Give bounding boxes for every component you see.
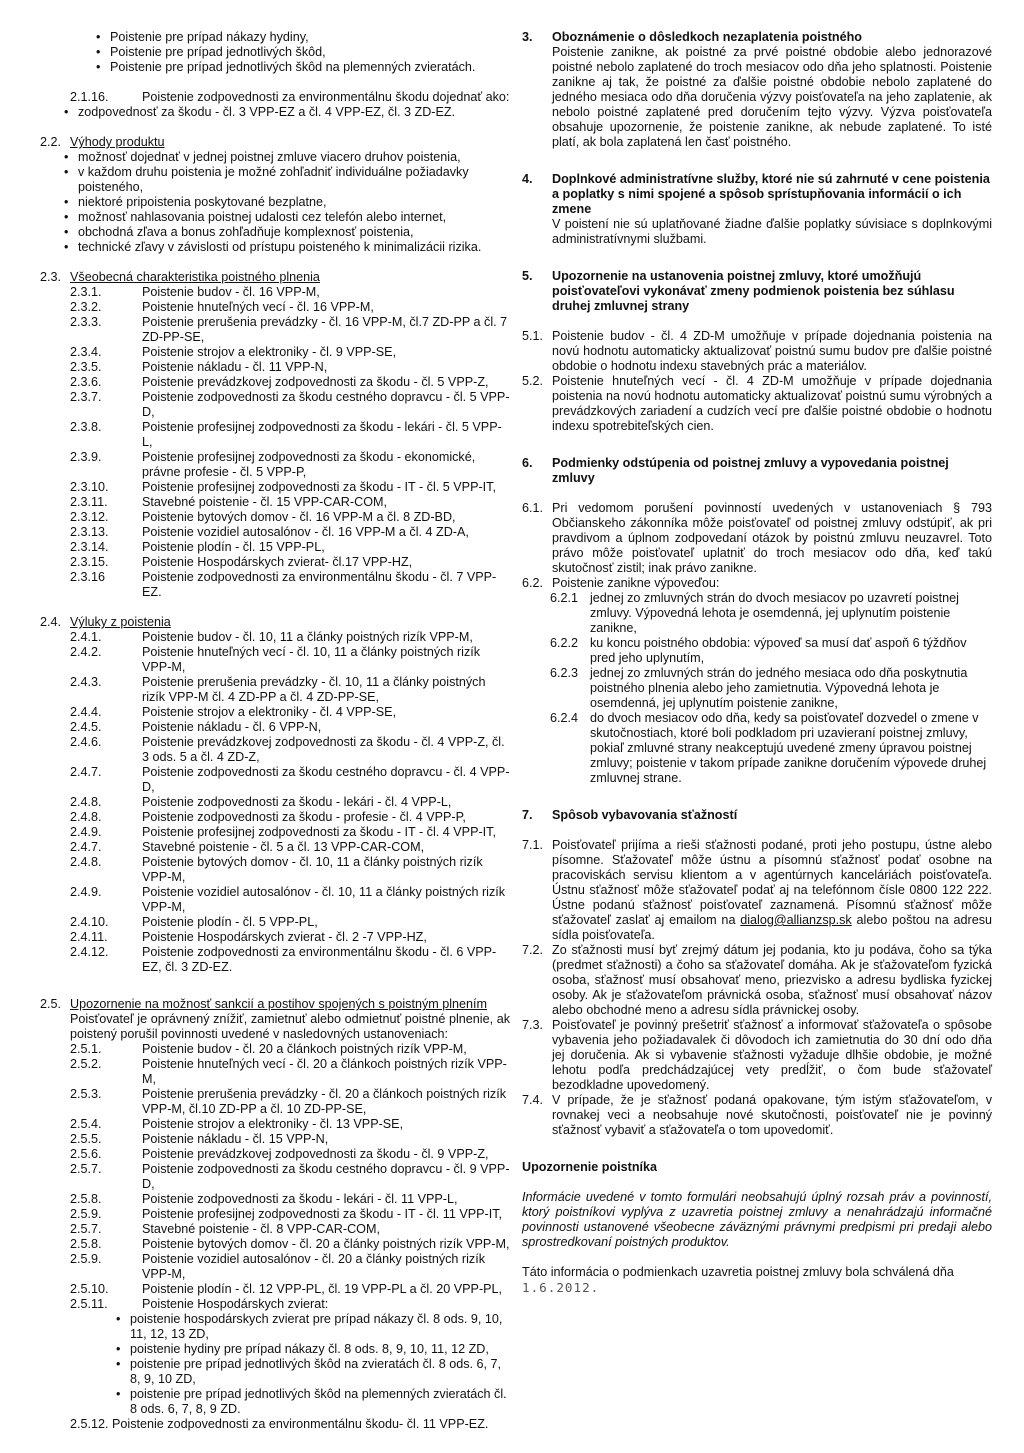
item-text: Poistenie strojov a elektroniky - čl. 4 VPP-SE,: [142, 705, 397, 719]
list-item: [522, 501, 992, 576]
item-text: Poistenie budov - čl. 20 a článkoch poistných rizík VPP-M,: [142, 1042, 467, 1056]
item-number: 2.4.9.: [70, 885, 102, 899]
item-text: Stavebné poistenie - čl. 8 VPP-CAR-COM,: [142, 1222, 380, 1236]
item-number: 6.2.3: [550, 666, 579, 680]
list-item: [522, 636, 992, 666]
section-2-2-heading: [40, 135, 510, 150]
section-number: 4.: [522, 172, 533, 186]
list-item: [40, 555, 510, 570]
list-item: [40, 1117, 510, 1132]
list-item: [522, 329, 992, 374]
item-number: 2.5.7.: [70, 1222, 102, 1236]
item-number: 2.3.13.: [70, 525, 109, 539]
item-text: Poistenie plodín - čl. 5 VPP-PL,: [142, 915, 318, 929]
list-item: [40, 540, 510, 555]
section-2-5-heading: [40, 997, 510, 1012]
list-item: [40, 795, 510, 810]
list-item: [522, 374, 992, 434]
item-number: 2.3.8.: [70, 420, 102, 434]
item-text: Poistenie prevádzkovej zodpovednosti za škodu - čl. 4 VPP-Z, čl. 3 ods. 5 a čl. 4 ZD-Z,: [142, 735, 505, 764]
item-text: Stavebné poistenie - čl. 15 VPP-CAR-COM,: [142, 495, 387, 509]
list-item: [40, 1192, 510, 1207]
item-number: 5.1.: [522, 329, 544, 343]
item-number: 2.3.14.: [70, 540, 109, 554]
item-number: 2.5.9.: [70, 1207, 102, 1221]
approval-date: 1.6.2012.: [522, 1280, 600, 1295]
item-text: Poistenie zodpovednosti za škodu cestného dopravcu - čl. 9 VPP-D,: [142, 1162, 510, 1191]
item-number: 2.4.7.: [70, 840, 102, 854]
list-item: [40, 915, 510, 930]
item-number: 2.3.9.: [70, 450, 102, 464]
item-number: 2.3.6.: [70, 375, 102, 389]
item-text: Poistenie zanikne výpoveďou:: [552, 576, 720, 590]
item-text: Poistenie hnuteľných vecí - čl. 16 VPP-M,: [142, 300, 374, 314]
item-number: 2.4.9.: [70, 825, 102, 839]
list-item: [522, 943, 992, 1018]
item-text: Poistenie prevádzkovej zodpovednosti za škodu - čl. 9 VPP-Z,: [142, 1147, 489, 1161]
item-number: 6.1.: [522, 501, 544, 515]
item-number: 2.5.4.: [70, 1117, 102, 1131]
item-number: 2.3.12.: [70, 510, 109, 524]
list-item: [522, 666, 992, 711]
item-text: Poistenie Hospodárskych zvierat- čl.17 VPP-HZ,: [142, 555, 413, 569]
section-text: Poistenie zanikne, ak poistné za prvé poistné obdobie alebo jednorazové poistné nebolo zaplatené do troch mesiacov odo dňa jeho splatnosti. Poistenie zanikne aj tak, že poistné za ďalšie poistné obdobie nebolo zaplatené do jedného mesiaca odo dňa doručenia výzvy poisťovateľa na jeho zaplatenie, ak nebolo poistné zaplatené pred doručením tejto výzvy. Výzva poisťovateľa obsahuje upozornenie, že poistenie zanikne, ak nebude zaplatené. To isté platí, ak bola zaplatená len časť poistného.: [552, 45, 992, 149]
item-number: 6.2.1: [550, 591, 579, 605]
item-text: alebo poštou na adresu sídla poisťovateľa.: [552, 913, 992, 942]
list-item: [40, 420, 510, 450]
list-item: [40, 705, 510, 720]
item-text: Poistenie vozidiel autosalónov - čl. 16 VPP-M a čl. 4 ZD-A,: [142, 525, 469, 539]
item-text: Poistenie nákladu - čl. 15 VPP-N,: [142, 1132, 329, 1146]
item-text: Poistenie zodpovednosti za škodu - lekári - čl. 4 VPP-L,: [142, 795, 452, 809]
list-item: [40, 1222, 510, 1237]
item-text: Poistenie budov - čl. 16 VPP-M,: [142, 285, 320, 299]
item-text: Poisťovateľ prijíma a rieši sťažnosti podané, proti jeho postupu, ústne alebo písomne. Sťažovateľ môže ústnu a písomnú sťažnosť podať osobne na pracoviskách servisu klientom a v agentúrnych kanceláriách poisťovateľa. Ústnu sťažnosť môže sťažovateľ podať aj na telefónnom čísle 0800 122 222. Ústne podanú sťažnosť poisťovateľ zaznamená. Písomnú sťažnosť môže sťažovateľ zaslať aj emailom na: [552, 838, 992, 927]
list-item: [40, 1252, 510, 1282]
list-item: • poistenie pre prípad jednotlivých škôd na zvieratách čl. 8 ods. 6, 7, 8, 9, 10 ZD,: [40, 1357, 510, 1387]
list-item: [40, 510, 510, 525]
item-number: 7.4.: [522, 1093, 544, 1107]
approval-text: Táto informácia o podmienkach uzavretia poistnej zmluvy bola schválená dňa: [522, 1265, 954, 1279]
section-6-heading: [522, 456, 992, 486]
item-text: Poistenie zodpovednosti za environmentálnu škodu - čl. 6 VPP-EZ, čl. 3 ZD-EZ.: [142, 945, 497, 974]
section-2-4-heading: [40, 615, 510, 630]
item-text: jednej zo zmluvných strán do dvoch mesiacov po uzavretí poistnej zmluvy. Výpovedná lehota je osemdenná, jej uplynutím poistenie zanikne,: [590, 591, 959, 635]
item-text: Poistenie hnuteľných vecí - čl. 20 a článkoch poistných rizík VPP-M,: [142, 1057, 507, 1086]
item-text: Poistenie zodpovednosti za environmentálnu škodu- čl. 11 VPP-EZ.: [112, 1417, 489, 1431]
item-number: 2.4.3.: [70, 675, 102, 689]
item-text: jednej zo zmluvných strán do jedného mesiaca odo dňa poskytnutia poistného plnenia alebo jeho zamietnutia. Výpovedná lehota je osemdenná, jej uplynutím poistenie zanikne,: [590, 666, 968, 710]
section-title: Všeobecná charakteristika poistného plnenia: [70, 270, 320, 284]
item-text: Poistenie profesijnej zodpovednosti za škodu - IT - čl. 11 VPP-IT,: [142, 1207, 503, 1221]
item-number: 5.2.: [522, 374, 544, 388]
section-text: V poistení nie sú uplatňované žiadne ďalšie poplatky súvisiace s doplnkovými administratívnymi službami.: [552, 217, 992, 246]
item-number: 2.5.8.: [70, 1192, 102, 1206]
item-number: 2.5.7.: [70, 1162, 102, 1176]
item-number: 2.3.11.: [70, 495, 108, 509]
item-number: 2.4.8.: [70, 855, 102, 869]
item-text: do dvoch mesiacov odo dňa, kedy sa poisťovateľ dozvedel o zmene v skutočnostiach, ktoré boli podkladom pri uzavieraní poistnej zmluvy, pokiaľ zmluvné strany neakceptujú uvedené zmeny úpravou poistnej zmluvy; poistenie v takom prípade zanikne doručením výpovede druhej zmluvnej strane.: [590, 711, 987, 785]
list-item: [40, 390, 510, 420]
left-column: [40, 30, 510, 1432]
list-item: • zodpovednosť za škodu - čl. 3 VPP-EZ a čl. 4 VPP-EZ, čl. 3 ZD-EZ.: [40, 105, 510, 120]
list-item: [40, 1147, 510, 1162]
section-title: Podmienky odstúpenia od poistnej zmluvy a vypovedania poistnej zmluvy: [552, 456, 949, 485]
item-text: Poistenie prerušenia prevádzky - čl. 10, 11 a články poistných rizík VPP-M čl. 4 ZD-PP a čl. 4 ZD-PP-SE,: [142, 675, 486, 704]
item-number: 2.4.7.: [70, 765, 102, 779]
list-item: [522, 711, 992, 786]
item-text: Poisťovateľ je povinný prešetriť sťažnosť a informovať sťažovateľa o spôsobe vybavenia jeho požiadavalek či dôvodoch ich zamietnutia do 30 dní odo dňa jej doručenia. Ak si vybavenie sťažnosti vyžaduje dlhšie obdobie, je možné lehotu podľa predchádzajúcej vety predĺžiť, o čom bude sťažovateľ bezodkladne upovedomený.: [552, 1018, 992, 1092]
item-text: V prípade, že je sťažnosť podaná opakovane, tým istým sťažovateľom, v rovnakej veci a neobsahuje nové skutočnosti, poisťovateľ nie je povinný sťažnosť vybaviť a sťažovateľa o tom upovedomiť.: [552, 1093, 992, 1137]
list-item: • Poistenie pre prípad jednotlivých škôd,: [40, 45, 510, 60]
item-text: Poistenie profesijnej zodpovednosti za škodu - IT - čl. 5 VPP-IT,: [142, 480, 496, 494]
item-number: 2.3.7.: [70, 390, 102, 404]
item-number: 6.2.4: [550, 711, 579, 725]
list-item: [40, 285, 510, 300]
item-number: 2.3.4.: [70, 345, 102, 359]
list-item: [40, 720, 510, 735]
section-2-1-16: [40, 90, 510, 105]
list-item: [40, 630, 510, 645]
list-item: [40, 315, 510, 345]
list-item: [40, 810, 510, 825]
list-item: • obchodná zľava a bonus zohľadňuje komplexnosť poistenia,: [40, 225, 510, 240]
item-text: Poistenie bytových domov - čl. 16 VPP-M a čl. 8 ZD-BD,: [142, 510, 456, 524]
list-item: • niektoré pripoistenia poskytované bezplatne,: [40, 195, 510, 210]
list-item: [40, 525, 510, 540]
item-number: 2.5.3.: [70, 1087, 102, 1101]
list-item: [40, 945, 510, 975]
item-text: Poistenie profesijnej zodpovednosti za škodu - IT - čl. 4 VPP-IT,: [142, 825, 496, 839]
item-number: 2.5.2.: [70, 1057, 102, 1071]
item-number: 2.5.1.: [70, 1042, 102, 1056]
item-number: 2.4.1.: [70, 630, 102, 644]
section-title: Spôsob vybavovania sťažností: [552, 808, 738, 822]
item-number: 2.4.11.: [70, 930, 108, 944]
list-item: • poistenie hydiny pre prípad nákazy čl. 8 ods. 8, 9, 10, 11, 12 ZD,: [40, 1342, 510, 1357]
list-item: • poistenie pre prípad jednotlivých škôd na plemenných zvieratách čl. 8 ods. 6, 7, 8, 9 ZD.: [40, 1387, 510, 1417]
item-number: 2.3.15.: [70, 555, 109, 569]
list-item: [522, 576, 992, 591]
list-item: [40, 930, 510, 945]
item-number: 7.1.: [522, 838, 544, 852]
item-text: Poistenie nákladu - čl. 6 VPP-N,: [142, 720, 322, 734]
section-number: 2.2.: [40, 135, 62, 149]
right-column: [522, 30, 992, 1295]
item-number: 2.5.9.: [70, 1252, 102, 1266]
item-text: Poistenie zodpovednosti za škodu - lekári - čl. 11 VPP-L,: [142, 1192, 458, 1206]
list-item: [40, 840, 510, 855]
section-number: 5.: [522, 269, 533, 283]
item-number: 2.5.6.: [70, 1147, 102, 1161]
list-item: [522, 838, 992, 943]
list-item: [40, 450, 510, 480]
section-number: 6.: [522, 456, 533, 470]
list-item: [40, 360, 510, 375]
section-2-3-heading: [40, 270, 510, 285]
item-number: 2.5.11.: [70, 1297, 108, 1311]
item-number: 2.4.4.: [70, 705, 102, 719]
section-title: Upozornenie na ustanovenia poistnej zmluvy, ktoré umožňujú poisťovateľovi vykonávať zmeny podmienok poistenia bez súhlasu druhej zmluvnej strany: [552, 269, 955, 313]
list-item: [40, 480, 510, 495]
item-number: 2.4.10.: [70, 915, 109, 929]
list-item: • Poistenie pre prípad nákazy hydiny,: [40, 30, 510, 45]
list-item: [40, 735, 510, 765]
item-number: 7.2.: [522, 943, 544, 957]
list-item: [40, 885, 510, 915]
item-text: Poistenie strojov a elektroniky - čl. 9 VPP-SE,: [142, 345, 397, 359]
item-number: 2.3.10.: [70, 480, 109, 494]
item-text: Poistenie plodín - čl. 12 VPP-PL, čl. 19 VPP-PL a čl. 20 VPP-PL,: [142, 1282, 503, 1296]
item-text: Poistenie zodpovednosti za škodu cestného dopravcu - čl. 5 VPP-D,: [142, 390, 510, 419]
item-number: 2.3.3.: [70, 315, 102, 329]
item-text: Poistenie nákladu - čl. 11 VPP-N,: [142, 360, 328, 374]
item-text: Poistenie budov - čl. 4 ZD-M umožňuje v prípade dojednania poistenia na novú hodnotu automaticky aktualizovať poistnú sumu budov pre ďalšie poistné obdobie o hodnotu indexu stavebných prác a materiálov.: [552, 329, 992, 373]
list-item: [40, 300, 510, 315]
section-number: 3.: [522, 30, 533, 44]
item-text: ku koncu poistného obdobia: výpoveď sa musí dať aspoň 6 týždňov pred jeho uplynutím,: [590, 636, 967, 665]
list-item: • v každom druhu poistenia je možné zohľadniť individuálne požiadavky poisteného,: [40, 165, 510, 195]
list-item: [40, 1162, 510, 1192]
list-item: [40, 645, 510, 675]
section-number: 2.3.: [40, 270, 62, 284]
list-item: [40, 825, 510, 840]
item-number: 2.4.5.: [70, 720, 102, 734]
item-number: 7.3.: [522, 1018, 544, 1032]
list-item: [40, 495, 510, 510]
item-number: 2.4.2.: [70, 645, 102, 659]
section-5-heading: [522, 269, 992, 314]
item-text: Poistenie plodín - čl. 15 VPP-PL,: [142, 540, 325, 554]
item-number: 2.4.6.: [70, 735, 102, 749]
section-number: 7.: [522, 808, 533, 822]
list-item: [40, 1132, 510, 1147]
item-text: Poistenie zodpovednosti za škodu - profesie - čl. 4 VPP-P,: [142, 810, 466, 824]
list-item: [40, 1282, 510, 1297]
item-number: 2.3.2.: [70, 300, 102, 314]
item-text: Poistenie zodpovednosti za environmentálnu škodu - čl. 7 VPP-EZ.: [142, 570, 497, 599]
item-text: Poistenie zodpovednosti za škodu cestného dopravcu - čl. 4 VPP-D,: [142, 765, 510, 794]
item-text: Zo sťažnosti musí byť zrejmý dátum jej podania, kto ju podáva, čoho sa týka (predmet sťažnosti) a čoho sa sťažovateľ domáha. Ak je sťažovateľom fyzická osoba, sťažnosť musí obsahovať meno, priezvisko a adresu bydliska fyzickej osoby. Ak je sťažovateľom právnická osoba, sťažnosť musí obsahovať názov alebo obchodné meno a adresu sídla právnickej osoby.: [552, 943, 992, 1017]
item-text: Poistenie budov - čl. 10, 11 a články poistných rizík VPP-M,: [142, 630, 473, 644]
item-text: Poistenie vozidiel autosalónov - čl. 20 a články poistných rizík VPP-M,: [142, 1252, 486, 1281]
item-text: Poistenie strojov a elektroniky - čl. 13 VPP-SE,: [142, 1117, 404, 1131]
item-number: 2.4.8.: [70, 810, 102, 824]
item-number: 6.2.: [522, 576, 544, 590]
item-number: 2.4.12.: [70, 945, 109, 959]
list-item: [40, 675, 510, 705]
section-7-heading: [522, 808, 992, 823]
item-text: Poistenie Hospodárskych zvierat:: [142, 1297, 329, 1311]
list-item: • technické zľavy v závislosti od prístupu poisteného k minimalizácii rizika.: [40, 240, 510, 255]
section-3-heading: [522, 30, 992, 45]
list-item: [40, 765, 510, 795]
item-text: Poistenie profesijnej zodpovednosti za škodu - ekonomické, právne profesie - čl. 5 VPP-P,: [142, 450, 476, 479]
section-title: Výhody produktu: [70, 135, 165, 149]
list-item: [40, 375, 510, 390]
item-number: 6.2.2: [550, 636, 579, 650]
section-intro: Poisťovateľ je oprávnený znížiť, zamietnuť alebo odmietnuť poistné plnenie, ak poistený porušil povinnosti uvedené v nasledovných ustanoveniach:: [70, 1012, 510, 1041]
item-text: Poistenie bytových domov - čl. 20 a články poistných rizík VPP-M,: [142, 1237, 510, 1251]
list-item: [40, 1297, 510, 1312]
item-text: Pri vedomom porušení povinností uvedených v ustanoveniach § 793 Občianskeho zákonníka môže poisťovateľ od poistnej zmluvy odstúpiť, ak pri pravdivom a úplnom zodpovedaní otázok by poistnú zmluvu neuzavrel. Toto právo môže poisťovateľ uplatniť do troch mesiacov odo dňa, keď takú skutočnosť zistil; inak právo zanikne.: [552, 501, 992, 575]
item-text: Poistenie prevádzkovej zodpovednosti za škodu - čl. 5 VPP-Z,: [142, 375, 489, 389]
section-title: Výluky z poistenia: [70, 615, 171, 629]
item-number: 2.5.10.: [70, 1282, 109, 1296]
list-item: [40, 1237, 510, 1252]
item-text: Poistenie bytových domov - čl. 10, 11 a články poistných rizík VPP-M,: [142, 855, 483, 884]
section-title: Oboznámenie o dôsledkoch nezaplatenia poistného: [552, 30, 862, 44]
list-item: [40, 1087, 510, 1117]
warning-title: Upozornenie poistníka: [522, 1160, 658, 1174]
item-text: Stavebné poistenie - čl. 5 a čl. 13 VPP-CAR-COM,: [142, 840, 425, 854]
item-number: 2.5.8.: [70, 1237, 102, 1251]
section-number: 2.1.16.: [70, 90, 109, 104]
item-number: 2.3.16: [70, 570, 106, 584]
list-item: [522, 591, 992, 636]
section-number: 2.5.: [40, 997, 62, 1011]
list-item: [40, 1417, 510, 1432]
section-4-heading: [522, 172, 992, 217]
item-text: Poistenie hnuteľných vecí - čl. 10, 11 a články poistných rizík VPP-M,: [142, 645, 481, 674]
list-item: [522, 1018, 992, 1093]
list-item: [40, 1207, 510, 1222]
email-link[interactable]: dialog@allianzsp.sk: [740, 913, 852, 927]
list-item: [40, 345, 510, 360]
list-item: [40, 1057, 510, 1087]
item-number: 2.5.5.: [70, 1132, 102, 1146]
section-title: Upozornenie na možnosť sankcií a postihov spojených s poistným plnením: [70, 997, 488, 1011]
item-text: Poistenie hnuteľných vecí - čl. 4 ZD-M umožňuje v prípade dojednania poistenia na novú hodnotu automaticky aktualizovať poistnú sumu výrobných a prevádzkových zariadení a cudzích vecí pre ďalšie poistné obdobie o hodnotu indexu spotrebiteľských cien.: [552, 374, 992, 433]
list-item: • poistenie hospodárskych zvierat pre prípad nákazy čl. 8 ods. 9, 10, 11, 12, 13 ZD,: [40, 1312, 510, 1342]
list-item: • Poistenie pre prípad jednotlivých škôd na plemenných zvieratách.: [40, 60, 510, 75]
section-text: Poistenie zodpovednosti za environmentálnu škodu dojednať ako:: [142, 90, 510, 104]
item-number: 2.3.5.: [70, 360, 102, 374]
item-number: 2.5.12.: [70, 1417, 109, 1431]
warning-text: Informácie uvedené v tomto formulári neobsahujú úplný rozsah práv a povinností, ktorý poistníkovi vyplýva z uzavretia poistnej zmluvy a nenahrádzajú informačné povinnosti ustanovené všeobecne záväznými právnymi predpismi pri predaji alebo sprostredkovaní poistných produktov.: [522, 1190, 992, 1249]
item-number: 2.4.8.: [70, 795, 102, 809]
item-text: Poistenie vozidiel autosalónov - čl. 10, 11 a články poistných rizík VPP-M,: [142, 885, 506, 914]
section-title: Doplnkové administratívne služby, ktoré nie sú zahrnuté v cene poistenia a poplatky s nimi spojené a spôsob sprístupňovania informácií o ich zmene: [552, 172, 990, 216]
list-item: [40, 1042, 510, 1057]
list-item: [40, 855, 510, 885]
item-text: Poistenie profesijnej zodpovednosti za škodu - lekári - čl. 5 VPP-L,: [142, 420, 502, 449]
section-number: 2.4.: [40, 615, 62, 629]
list-item: • možnosť nahlasovania poistnej udalosti cez telefón alebo internet,: [40, 210, 510, 225]
list-item: • možnosť dojednať v jednej poistnej zmluve viacero druhov poistenia,: [40, 150, 510, 165]
item-number: 2.3.1.: [70, 285, 102, 299]
item-text: Poistenie prerušenia prevádzky - čl. 16 VPP-M, čl.7 ZD-PP a čl. 7 ZD-PP-SE,: [142, 315, 508, 344]
list-item: [40, 570, 510, 600]
item-text: Poistenie Hospodárskych zvierat - čl. 2 -7 VPP-HZ,: [142, 930, 427, 944]
list-item: [522, 1093, 992, 1138]
item-text: Poistenie prerušenia prevádzky - čl. 20 a článkoch poistných rizík VPP-M, čl.10 ZD-PP a čl. 10 ZD-PP-SE,: [142, 1087, 506, 1116]
